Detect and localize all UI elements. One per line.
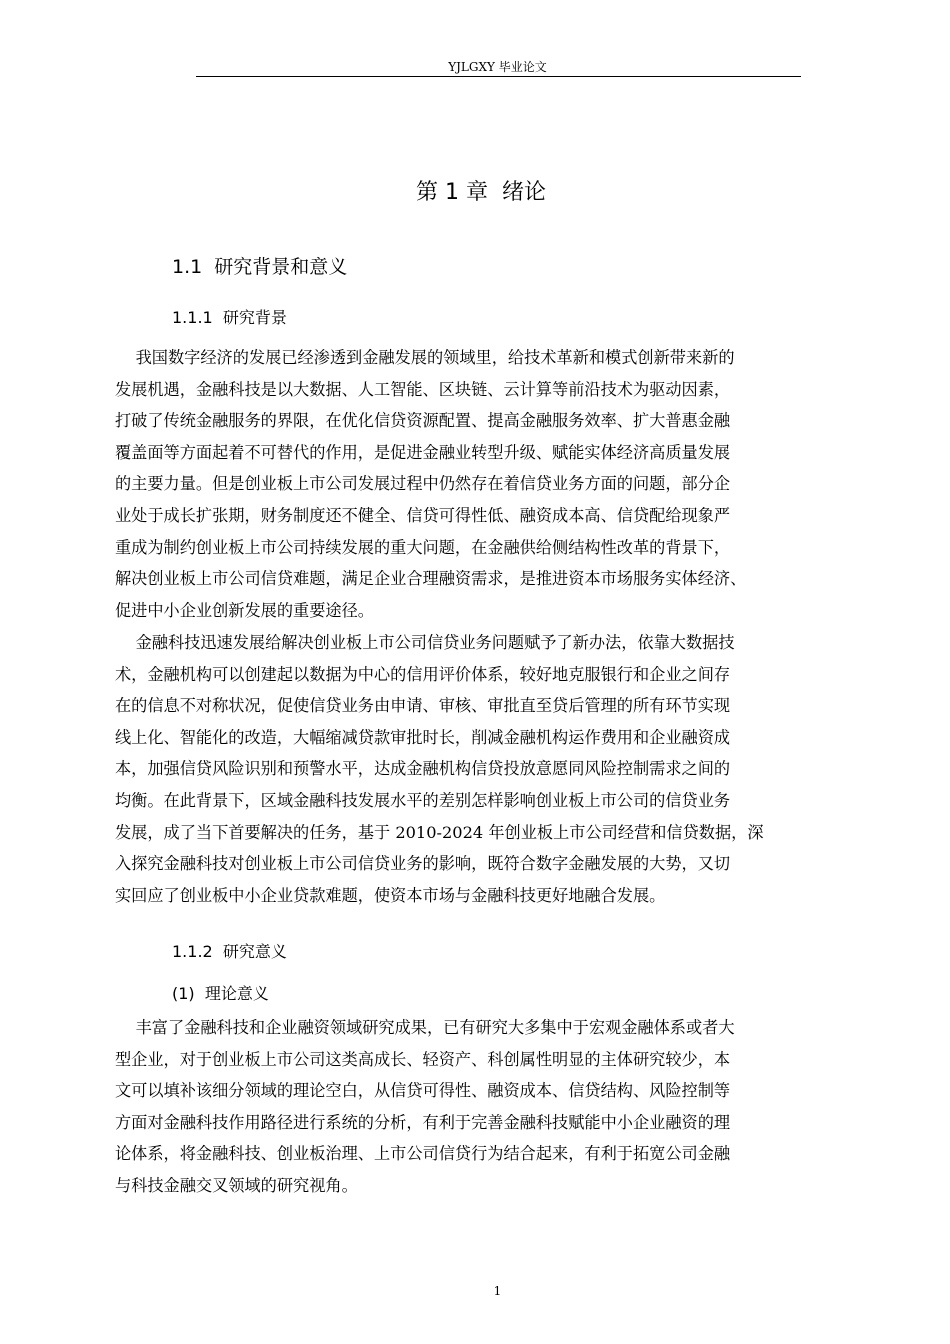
text-line: 促进中小企业创新发展的重要途径。 [115, 600, 374, 620]
text-line: 在的信息不对称状况，促使信贷业务由申请、审核、审批直至贷后管理的所有环节实现 [115, 696, 731, 716]
text-line: 本，加强信贷风险识别和预警水平，达成金融机构信贷投放意愿同风险控制需求之间的 [115, 759, 731, 779]
text-line: 发展机遇，金融科技是以大数据、人工智能、区块链、云计算等前沿技术为驱动因素， [115, 379, 731, 399]
text-line: 线上化、智能化的改造，大幅缩减贷款审批时长，削减金融机构运作费用和企业融资成 [115, 727, 731, 747]
text-line: 覆盖面等方面起着不可替代的作用，是促进金融业转型升级、赋能实体经济高质量发展 [115, 442, 731, 462]
subsection-title-theory: (1) 理论意义 [172, 984, 269, 1003]
running-header: YJLGXY 毕业论文 [448, 60, 547, 74]
text-line: 的主要力量。但是创业板上市公司发展过程中仍然存在着信贷业务方面的问题，部分企 [115, 474, 731, 494]
text-line: 丰富了金融科技和企业融资领域研究成果，已有研究大多集中于宏观金融体系或者大 [115, 1018, 735, 1037]
text-line: 型企业，对于创业板上市公司这类高成长、轻资产、科创属性明显的主体研究较少，本 [115, 1049, 731, 1069]
header-divider [196, 76, 801, 77]
text-line: 打破了传统金融服务的界限，在优化信贷资源配置、提高金融服务效率、扩大普惠金融 [115, 411, 731, 431]
text-line: 入探究金融科技对创业板上市公司信贷业务的影响，既符合数字金融发展的大势，又切 [115, 854, 731, 874]
text-line: 均衡。在此背景下，区域金融科技发展水平的差别怎样影响创业板上市公司的信贷业务 [115, 790, 731, 810]
text-line: 解决创业板上市公司信贷难题，满足企业合理融资需求，是推进资本市场服务实体经济、 [115, 569, 747, 589]
paragraph-background-2 [115, 627, 875, 911]
section-title-1-1: 1.1 研究背景和意义 [172, 256, 348, 278]
text-line: 我国数字经济的发展已经渗透到金融发展的领域里，给技术革新和模式创新带来新的 [115, 348, 735, 367]
text-line: 重成为制约创业板上市公司持续发展的重大问题，在金融供给侧结构性改革的背景下， [115, 537, 731, 557]
text-line: 金融科技迅速发展给解决创业板上市公司信贷业务问题赋予了新办法，依靠大数据技 [115, 633, 735, 652]
subsection-title-1-1-1: 1.1.1 研究背景 [172, 308, 287, 327]
text-line: 实回应了创业板中小企业贷款难题，使资本市场与金融科技更好地融合发展。 [115, 885, 666, 905]
paragraph-background-1 [115, 342, 875, 626]
text-line: 业处于成长扩张期，财务制度还不健全、信贷可得性低、融资成本高、信贷配给现象严 [115, 505, 731, 525]
page-number: 1 [493, 1284, 502, 1298]
text-line: 文可以填补该细分领域的理论空白，从信贷可得性、融资成本、信贷结构、风险控制等 [115, 1081, 731, 1101]
text-line: 论体系，将金融科技、创业板治理、上市公司信贷行为结合起来，有利于拓宽公司金融 [115, 1144, 731, 1164]
paragraph-theory [115, 1012, 875, 1202]
text-line: 发展，成了当下首要解决的任务，基于 2010-2024 年创业板上市公司经营和信贷数据，深 [115, 822, 764, 842]
chapter-title: 第 1 章 绪论 [416, 180, 546, 205]
text-line: 与科技金融交叉领域的研究视角。 [115, 1175, 358, 1195]
subsection-title-1-1-2: 1.1.2 研究意义 [172, 942, 287, 961]
text-line: 术，金融机构可以创建起以数据为中心的信用评价体系，较好地克服银行和企业之间存 [115, 664, 731, 684]
text-line: 方面对金融科技作用路径进行系统的分析，有利于完善金融科技赋能中小企业融资的理 [115, 1112, 731, 1132]
